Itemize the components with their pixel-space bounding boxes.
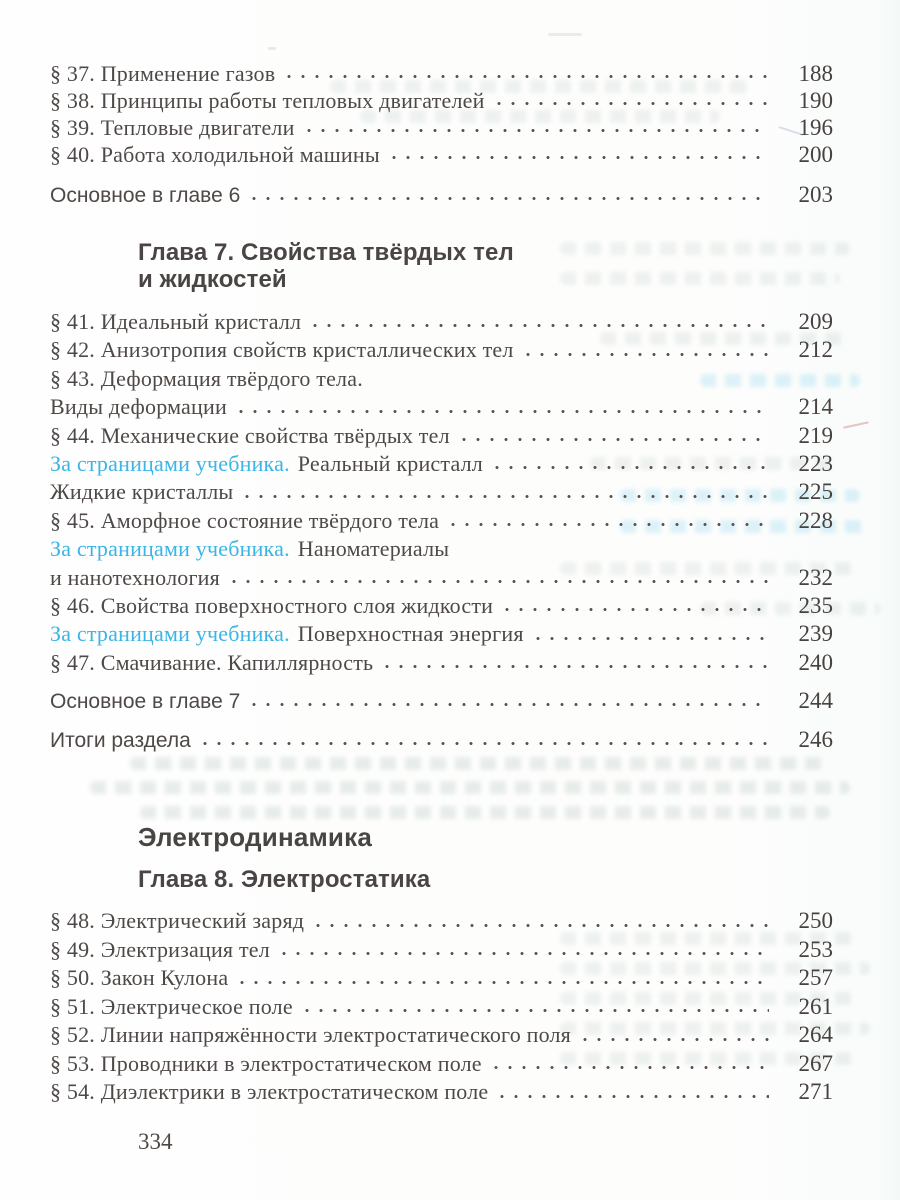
toc-row bbox=[50, 308, 833, 336]
toc-block-chapter6-end bbox=[50, 60, 833, 168]
dot-leader bbox=[505, 606, 769, 613]
toc-entry-page: 246 bbox=[798, 727, 833, 752]
toc-entry-page: 225 bbox=[798, 479, 833, 505]
toc-row bbox=[50, 141, 833, 168]
toc-row bbox=[50, 478, 833, 506]
chapter-7-heading bbox=[138, 239, 778, 293]
bleed-through-artifact bbox=[140, 806, 830, 819]
dot-leader bbox=[316, 922, 769, 929]
toc-row bbox=[50, 60, 833, 87]
chapter-8-heading: Глава 8. Электростатика bbox=[138, 866, 431, 893]
toc-entry-page: 240 bbox=[798, 649, 833, 675]
toc-row bbox=[50, 1050, 833, 1079]
dot-leader bbox=[526, 351, 769, 358]
toc-entry-page: 244 bbox=[798, 688, 833, 713]
dot-leader bbox=[583, 1036, 769, 1043]
dot-leader bbox=[287, 73, 769, 80]
toc-entry-label: § 42. Анизотропия свойств кристаллических тел bbox=[50, 337, 514, 363]
toc-entry-label: § 50. Закон Кулона bbox=[50, 965, 229, 990]
toc-row bbox=[50, 507, 833, 535]
toc-entry-label: Реальный кристалл bbox=[297, 450, 483, 476]
dot-leader bbox=[500, 1093, 769, 1100]
dot-leader bbox=[497, 100, 769, 107]
bleed-through-artifact bbox=[90, 781, 850, 794]
toc-entry-page: 232 bbox=[798, 564, 833, 590]
dot-leader bbox=[232, 578, 769, 585]
toc-entry-label: § 47. Смачивание. Капиллярность bbox=[50, 649, 374, 675]
dot-leader bbox=[385, 663, 769, 670]
paper-scratch bbox=[548, 33, 582, 36]
toc-entry-label: § 53. Проводники в электростатическом поле bbox=[50, 1050, 482, 1076]
toc-row-beyond-textbook bbox=[50, 620, 833, 648]
toc-row bbox=[50, 936, 833, 965]
toc-row-summary bbox=[50, 726, 833, 754]
toc-row bbox=[50, 993, 833, 1022]
dot-leader bbox=[494, 1064, 769, 1071]
chapter-7-heading-line2: и жидкостей bbox=[138, 266, 287, 293]
toc-row bbox=[50, 592, 833, 620]
toc-entry-page: 223 bbox=[798, 450, 833, 476]
toc-row bbox=[50, 336, 833, 364]
toc-entry-page: 214 bbox=[798, 394, 833, 420]
toc-block-chapter8 bbox=[50, 907, 833, 1107]
toc-block-summary6 bbox=[50, 181, 833, 209]
toc-row bbox=[50, 907, 833, 936]
toc-entry-page: 190 bbox=[798, 88, 833, 113]
toc-row bbox=[50, 1078, 833, 1107]
dot-leader bbox=[239, 408, 769, 415]
toc-entry-label: Основное в главе 6 bbox=[50, 184, 241, 207]
toc-entry-page: 196 bbox=[798, 115, 833, 140]
page-number-folio: 334 bbox=[138, 1129, 173, 1154]
beyond-textbook-prefix: За страницами учебника. bbox=[50, 536, 290, 562]
toc-entry-label: § 38. Принципы работы тепловых двигателей bbox=[50, 88, 485, 113]
toc-row-summary bbox=[50, 687, 833, 715]
dot-leader bbox=[203, 740, 769, 747]
toc-entry-label: § 54. Диэлектрики в электростатическом поле bbox=[50, 1079, 489, 1104]
dot-leader bbox=[392, 154, 769, 161]
toc-entry-page: 261 bbox=[798, 993, 833, 1019]
toc-row bbox=[50, 564, 833, 592]
toc-entry-label: Виды деформации bbox=[50, 394, 227, 420]
toc-row-beyond-textbook bbox=[50, 535, 833, 563]
toc-entry-page: 235 bbox=[798, 592, 833, 618]
dot-leader bbox=[252, 701, 769, 708]
toc-row bbox=[50, 87, 833, 114]
toc-row bbox=[50, 1021, 833, 1050]
dot-leader bbox=[252, 195, 769, 202]
dot-leader bbox=[282, 950, 769, 957]
paper-scratch bbox=[268, 47, 276, 50]
toc-row-beyond-textbook bbox=[50, 450, 833, 478]
beyond-textbook-prefix: За страницами учебника. bbox=[50, 450, 290, 476]
toc-entry-label: § 48. Электрический заряд bbox=[50, 908, 305, 933]
toc-block-summary7 bbox=[50, 687, 833, 715]
dot-leader bbox=[451, 521, 769, 528]
toc-entry-label: § 40. Работа холодильной машины bbox=[50, 142, 380, 167]
toc-row bbox=[50, 422, 833, 450]
toc-block-chapter7 bbox=[50, 308, 833, 677]
section-title-electrodynamics: Электродинамика bbox=[138, 822, 372, 852]
toc-entry-page: 188 bbox=[798, 61, 833, 86]
toc-entry-label: Поверхностная энергия bbox=[297, 621, 524, 647]
paper-scratch bbox=[843, 421, 869, 428]
toc-entry-page: 250 bbox=[798, 908, 833, 933]
toc-entry-label: Наноматериалы bbox=[297, 536, 450, 562]
toc-entry-label: Жидкие кристаллы bbox=[50, 479, 234, 505]
toc-entry-page: 203 bbox=[798, 182, 833, 207]
toc-entry-label: § 46. Свойства поверхностного слоя жидкости bbox=[50, 592, 494, 618]
chapter-7-heading-line1: Глава 7. Свойства твёрдых тел bbox=[138, 239, 514, 266]
toc-entry-page: 219 bbox=[798, 422, 833, 448]
toc-entry-label: § 44. Механические свойства твёрдых тел bbox=[50, 422, 450, 448]
toc-row bbox=[50, 393, 833, 421]
toc-entry-label: и нанотехнология bbox=[50, 564, 220, 590]
toc-entry-page: 257 bbox=[798, 965, 833, 990]
toc-entry-page: 253 bbox=[798, 936, 833, 962]
dot-leader bbox=[313, 322, 769, 329]
toc-row-summary bbox=[50, 181, 833, 209]
toc-block-section-results bbox=[50, 726, 833, 754]
toc-entry-label: § 43. Деформация твёрдого тела. bbox=[50, 365, 363, 391]
toc-entry-label: § 52. Линии напряжённости электростатического поля bbox=[50, 1022, 571, 1047]
dot-leader bbox=[307, 127, 769, 134]
toc-entry-page: 267 bbox=[798, 1050, 833, 1076]
toc-entry-label: § 51. Электрическое поле bbox=[50, 993, 293, 1019]
toc-entry-label: § 37. Применение газов bbox=[50, 61, 276, 86]
toc-entry-page: 239 bbox=[798, 621, 833, 647]
toc-entry-label: § 45. Аморфное состояние твёрдого тела bbox=[50, 507, 440, 533]
beyond-textbook-prefix: За страницами учебника. bbox=[50, 621, 290, 647]
toc-entry-label: § 41. Идеальный кристалл bbox=[50, 309, 302, 334]
toc-row bbox=[50, 365, 833, 393]
toc-entry-label: Основное в главе 7 bbox=[50, 690, 241, 713]
toc-entry-label: Итоги раздела bbox=[50, 729, 191, 752]
dot-leader bbox=[245, 493, 769, 500]
toc-entry-label: § 49. Электризация тел bbox=[50, 936, 270, 962]
dot-leader bbox=[536, 635, 769, 642]
toc-entry-label: § 39. Тепловые двигатели bbox=[50, 115, 295, 140]
toc-row bbox=[50, 649, 833, 677]
dot-leader bbox=[305, 1007, 769, 1014]
dot-leader bbox=[495, 464, 769, 471]
bleed-through-artifact bbox=[130, 757, 830, 770]
toc-row bbox=[50, 964, 833, 993]
toc-entry-page: 228 bbox=[798, 507, 833, 533]
toc-entry-page: 209 bbox=[798, 309, 833, 334]
dot-leader bbox=[240, 979, 769, 986]
toc-entry-page: 212 bbox=[798, 337, 833, 363]
toc-row bbox=[50, 114, 833, 141]
dot-leader bbox=[462, 436, 769, 443]
toc-entry-page: 200 bbox=[798, 142, 833, 167]
toc-entry-page: 264 bbox=[798, 1022, 833, 1047]
toc-entry-page: 271 bbox=[798, 1079, 833, 1104]
